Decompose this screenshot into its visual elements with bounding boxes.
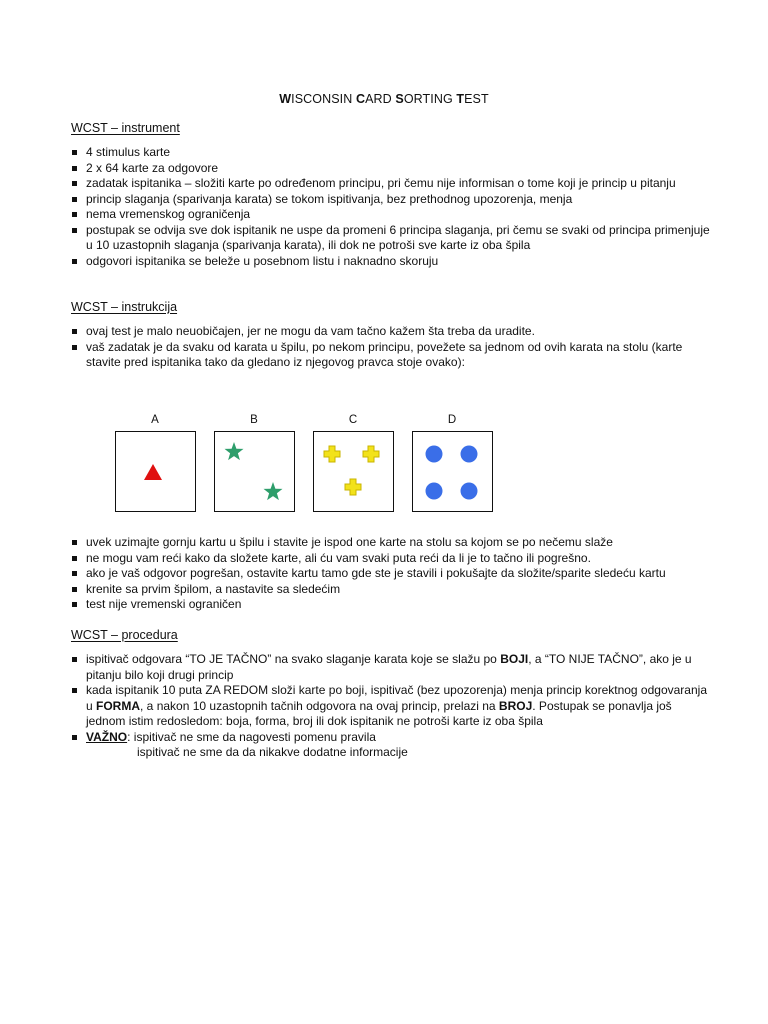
list-item: uvek uzimajte gornju kartu u špilu i stavite je ispod one karte na stolu sa kojom se po nečemu slaže (71, 535, 711, 551)
list-item: nema vremenskog ograničenja (71, 207, 711, 223)
title-part-s: ORTING (403, 92, 457, 106)
title-part-w: ISCONSIN (291, 92, 356, 106)
keyword-forma: FORMA (96, 698, 141, 713)
triangle-icon (116, 432, 195, 511)
card-label-b: B (250, 414, 258, 426)
list-item: ne mogu vam reći kako da složete karte, ali ću vam svaki puta reći da li je to tačno ili pogrešno. (71, 551, 711, 567)
list-item: ovaj test je malo neuobičajen, jer ne mogu da vam tačno kažem šta treba da uradite. (71, 324, 711, 340)
important-label: VAŽNO (86, 729, 128, 744)
stimulus-cards (115, 408, 505, 518)
card-d (412, 431, 493, 512)
title-letter-s: S (395, 92, 404, 106)
instrukcija-list (71, 324, 711, 371)
section-heading-procedura: WCST – procedura (71, 628, 178, 642)
list-item: princip slaganja (sparivanja karata) se tokom ispitivanja, bez prethodnog upozorenja, menja (71, 192, 711, 208)
list-item-important: VAŽNO: ispitivač ne sme da nagovesti pomenu pravila ispitivač ne sme da da nikakve dodatne informacije (71, 730, 711, 761)
list-item: vaš zadatak je da svaku od karata u špilu, po nekom principu, povežete sa jednom od ovih karata na stolu (karte stavite pred ispitanika tako da gledano iz njegovog pravca stoje ovako): (71, 340, 711, 371)
keyword-broj: BROJ (498, 698, 533, 713)
star-icon (215, 432, 294, 511)
title-part-t: EST (464, 92, 489, 106)
card-label-a: A (151, 414, 159, 426)
card-label-c: C (348, 414, 358, 426)
document-title (0, 92, 768, 106)
instrument-list (71, 145, 711, 269)
list-item: 2 x 64 karte za odgovore (71, 161, 711, 177)
list-item: ispitivač odgovara “TO JE TAČNO” na svako slaganje karata koje se slažu po BOJI, a “TO NIJE TAČNO”, ako je u pitanju bilo koji drugi princip (71, 652, 711, 683)
list-item: test nije vremenski ograničen (71, 597, 711, 613)
title-letter-w: W (279, 92, 292, 106)
title-letter-t: T (456, 92, 465, 106)
list-item: zadatak ispitanika – složiti karte po određenom principu, pri čemu nije informisan o tome koji je princip u pitanju (71, 176, 711, 192)
list-item: ako je vaš odgovor pogrešan, ostavite kartu tamo gde ste je stavili i pokušajte da složite/sparite sledeću kartu (71, 566, 711, 582)
list-item: kada ispitanik 10 puta ZA REDOM složi karte po boji, ispitivač (bez upozorenja) menja princip korektnog odgovaranja u FORMA, a nakon 10 uzastopnih tačnih odgovora na ovaj princip, prelazi na BROJ. Postupak se ponavlja još jednom istim redosledom: boja, forma, broj ili dok ispitanik ne potroši karte iz oba špila (71, 683, 711, 730)
list-item: odgovori ispitanika se beleže u posebnom listu i naknadno skoruju (71, 254, 711, 270)
list-item: krenite sa prvim špilom, a nastavite sa sledećim (71, 582, 711, 598)
important-line-2: ispitivač ne sme da da nikakve dodatne informacije (137, 745, 408, 759)
list-item: postupak se odvija sve dok ispitanik ne uspe da promeni 6 principa slaganja, pri čemu se svaki od principa primenjuje u 10 uzastopnih slaganja (sparivanja karata), ili dok ne potroši sve karte iz oba špila (71, 223, 711, 254)
title-part-c: ARD (365, 92, 396, 106)
card-a (115, 431, 196, 512)
card-label-d: D (447, 414, 457, 426)
card-b (214, 431, 295, 512)
section-heading-instrukcija: WCST – instrukcija (71, 300, 178, 314)
title-letter-c: C (355, 92, 366, 106)
card-c (313, 431, 394, 512)
keyword-boji: BOJI (500, 652, 529, 666)
circle-icon (413, 432, 492, 511)
section-heading-instrument: WCST – instrument (71, 121, 180, 135)
procedura-list (71, 652, 711, 761)
list-item: 4 stimulus karte (71, 145, 711, 161)
instructions-continued-list (71, 535, 711, 613)
cross-icon (314, 432, 393, 511)
